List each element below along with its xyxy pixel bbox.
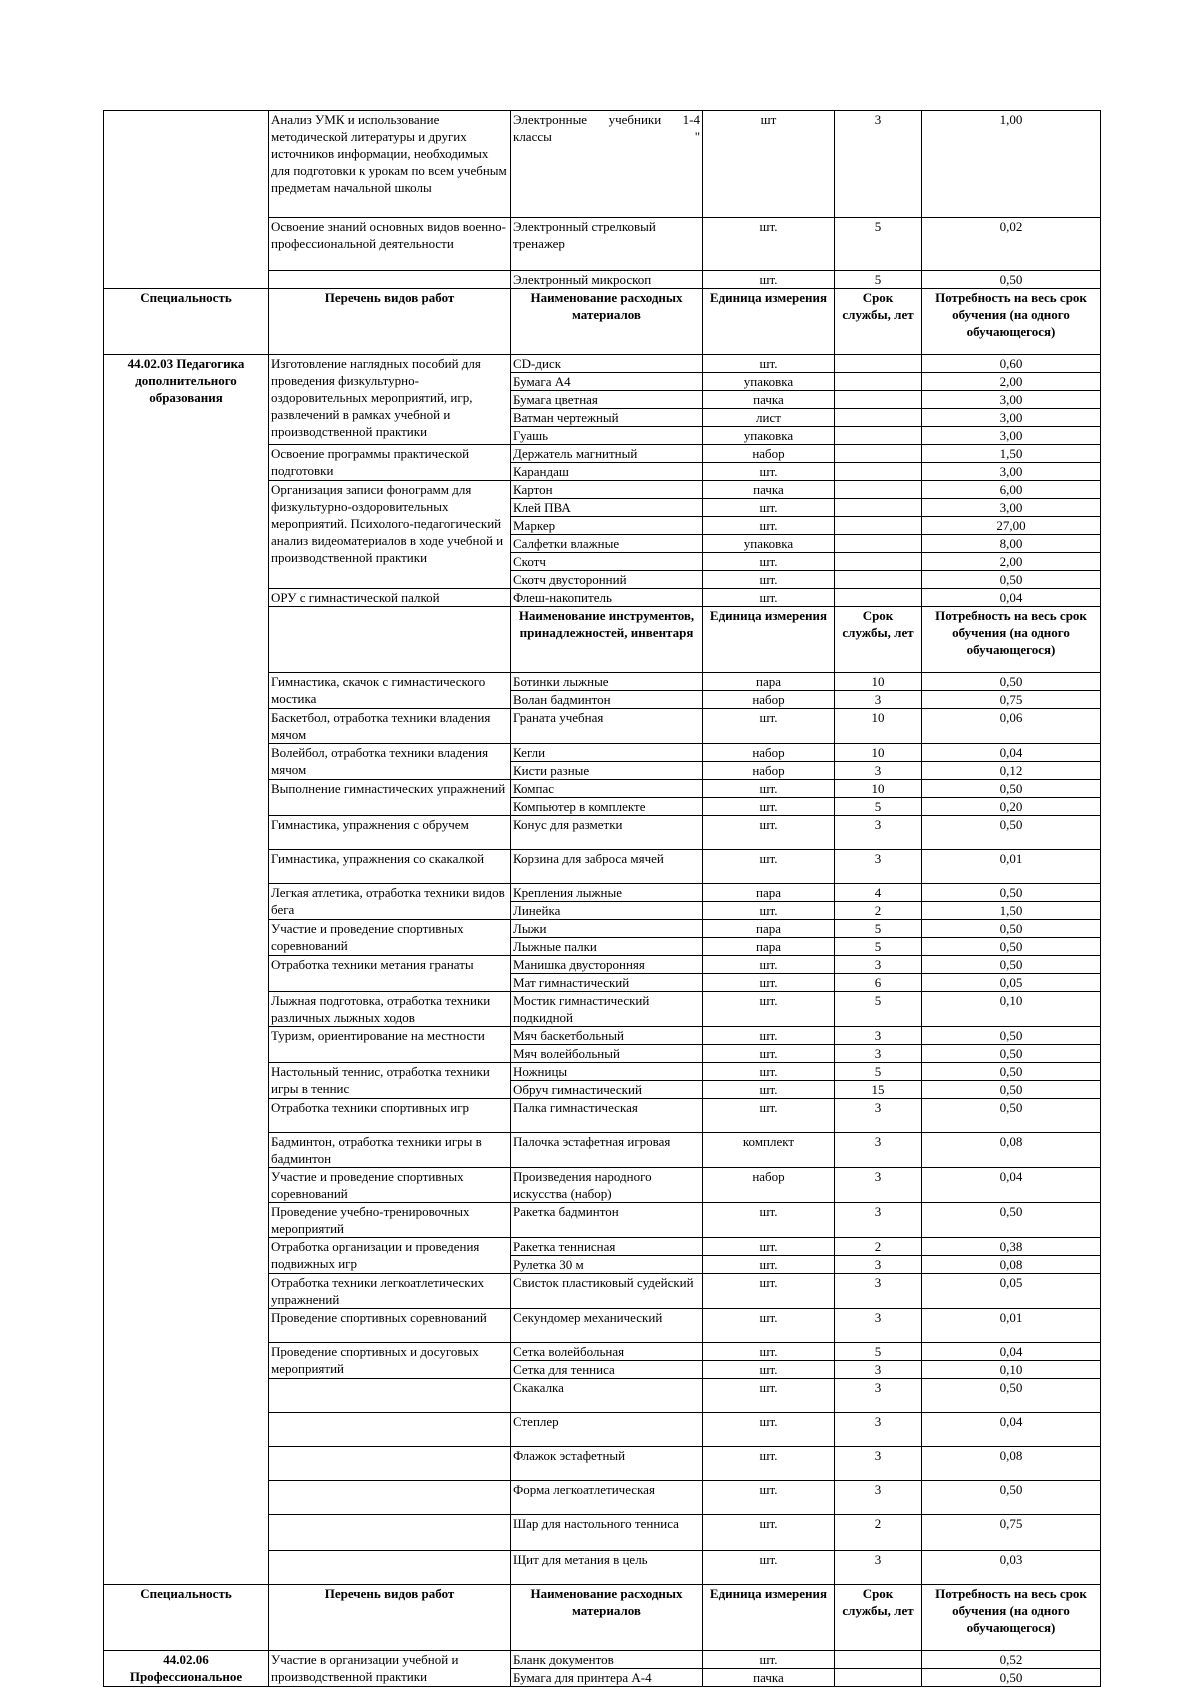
- item-cell: Крепления лыжные: [511, 884, 703, 902]
- life-cell: 6: [835, 974, 922, 992]
- item-cell: Маркер: [511, 517, 703, 535]
- item-cell: Держатель магнитный: [511, 445, 703, 463]
- header-need: Потребность на весь срок обучения (на одного обучающегося): [922, 289, 1101, 355]
- header-works: Перечень видов работ: [269, 289, 511, 355]
- unit-cell: шт.: [703, 218, 835, 271]
- need-cell: 0,08: [922, 1133, 1101, 1168]
- work-cell: Волейбол, отработка техники владения мячом: [269, 744, 511, 780]
- header-need: Потребность на весь срок обучения (на одного обучающегося): [922, 1585, 1101, 1651]
- item-cell: Бумага для принтера А-4: [511, 1669, 703, 1687]
- header-specialty: Специальность: [104, 289, 269, 355]
- life-cell: 10: [835, 709, 922, 744]
- need-cell: 0,03: [922, 1551, 1101, 1585]
- specialty-cell: 44.02.06 Профессиональное: [104, 1651, 269, 1687]
- need-cell: 0,08: [922, 1256, 1101, 1274]
- unit-cell: набор: [703, 1168, 835, 1203]
- life-cell: [835, 409, 922, 427]
- item-cell: Степлер: [511, 1413, 703, 1447]
- need-cell: 2,00: [922, 553, 1101, 571]
- unit-cell: набор: [703, 445, 835, 463]
- need-cell: 0,05: [922, 1274, 1101, 1309]
- work-cell: Отработка организации и проведения подвижных игр: [269, 1238, 511, 1274]
- need-cell: 0,08: [922, 1447, 1101, 1481]
- life-cell: 15: [835, 1081, 922, 1099]
- item-cell: Линейка: [511, 902, 703, 920]
- work-cell: Лыжная подготовка, отработка техники различных лыжных ходов: [269, 992, 511, 1027]
- header-unit: Единица измерения: [703, 289, 835, 355]
- unit-cell: шт.: [703, 1515, 835, 1551]
- item-cell: Ножницы: [511, 1063, 703, 1081]
- life-cell: 3: [835, 1361, 922, 1379]
- work-cell: Отработка техники легкоатлетических упражнений: [269, 1274, 511, 1309]
- need-cell: 0,50: [922, 920, 1101, 938]
- life-cell: 3: [835, 1045, 922, 1063]
- unit-cell: пара: [703, 884, 835, 902]
- need-cell: 0,50: [922, 1027, 1101, 1045]
- unit-cell: набор: [703, 762, 835, 780]
- life-cell: 5: [835, 1343, 922, 1361]
- need-cell: 0,60: [922, 355, 1101, 373]
- unit-cell: шт.: [703, 1027, 835, 1045]
- work-cell: Баскетбол, отработка техники владения мячом: [269, 709, 511, 744]
- unit-cell: упаковка: [703, 373, 835, 391]
- life-cell: 3: [835, 1379, 922, 1413]
- life-cell: 3: [835, 691, 922, 709]
- unit-cell: набор: [703, 691, 835, 709]
- work-cell: Туризм, ориентирование на местности: [269, 1027, 511, 1063]
- unit-cell: комплект: [703, 1133, 835, 1168]
- work-cell: [269, 271, 511, 289]
- unit-cell: шт.: [703, 1063, 835, 1081]
- unit-cell: шт.: [703, 589, 835, 607]
- life-cell: [835, 427, 922, 445]
- life-cell: 3: [835, 762, 922, 780]
- unit-cell: шт.: [703, 1447, 835, 1481]
- life-cell: 3: [835, 1099, 922, 1133]
- need-cell: 0,50: [922, 673, 1101, 691]
- need-cell: 0,12: [922, 762, 1101, 780]
- need-cell: 0,50: [922, 1379, 1101, 1413]
- work-cell: Освоение знаний основных видов военно-профессиональной деятельности: [269, 218, 511, 271]
- table-row: [104, 111, 1101, 218]
- header-materials: Наименование расходных материалов: [511, 289, 703, 355]
- work-cell: ОРУ с гимнастической палкой: [269, 589, 511, 607]
- unit-cell: шт.: [703, 271, 835, 289]
- item-cell: Рулетка 30 м: [511, 1256, 703, 1274]
- unit-cell: шт.: [703, 571, 835, 589]
- work-cell: Настольный теннис, отработка техники игры в теннис: [269, 1063, 511, 1099]
- work-cell: Проведение спортивных соревнований: [269, 1309, 511, 1343]
- item-cell: Палка гимнастическая: [511, 1099, 703, 1133]
- life-cell: 3: [835, 850, 922, 884]
- column-header-row: [104, 1585, 1101, 1651]
- need-cell: 0,50: [922, 1099, 1101, 1133]
- item-cell: Бланк документов: [511, 1651, 703, 1669]
- unit-cell: шт.: [703, 1309, 835, 1343]
- life-cell: 5: [835, 1063, 922, 1081]
- life-cell: [835, 553, 922, 571]
- need-cell: 0,04: [922, 1413, 1101, 1447]
- need-cell: 1,50: [922, 445, 1101, 463]
- header-specialty: Специальность: [104, 1585, 269, 1651]
- work-cell: Проведение учебно-тренировочных мероприятий: [269, 1203, 511, 1238]
- life-cell: [835, 1669, 922, 1687]
- life-cell: [835, 481, 922, 499]
- unit-cell: шт.: [703, 1413, 835, 1447]
- life-cell: [835, 589, 922, 607]
- item-cell: Сетка волейбольная: [511, 1343, 703, 1361]
- work-cell: Организация записи фонограмм для физкультурно-оздоровительных мероприятий. Психолого-педагогический анализ видеоматериалов в ходе учебной и производственной практики: [269, 481, 511, 589]
- need-cell: 8,00: [922, 535, 1101, 553]
- need-cell: 6,00: [922, 481, 1101, 499]
- item-cell: Электронный микроскоп: [511, 271, 703, 289]
- life-cell: [835, 463, 922, 481]
- header-life: Срок службы, лет: [835, 289, 922, 355]
- need-cell: 27,00: [922, 517, 1101, 535]
- header-materials: Наименование расходных материалов: [511, 1585, 703, 1651]
- work-cell: Бадминтон, отработка техники игры в бадминтон: [269, 1133, 511, 1168]
- life-cell: 3: [835, 956, 922, 974]
- work-cell: [269, 1481, 511, 1515]
- unit-cell: набор: [703, 744, 835, 762]
- life-cell: [835, 499, 922, 517]
- item-cell: Бумага А4: [511, 373, 703, 391]
- header-unit: Единица измерения: [703, 1585, 835, 1651]
- material-row: [104, 355, 1101, 373]
- life-cell: 2: [835, 1515, 922, 1551]
- work-cell: [269, 1515, 511, 1551]
- unit-cell: шт.: [703, 816, 835, 850]
- need-cell: 0,04: [922, 1343, 1101, 1361]
- unit-cell: пачка: [703, 391, 835, 409]
- need-cell: 3,00: [922, 499, 1101, 517]
- life-cell: 2: [835, 1238, 922, 1256]
- work-cell: Участие в организации учебной и производственной практики: [269, 1651, 511, 1687]
- item-cell: Произведения народного искусства (набор): [511, 1168, 703, 1203]
- item-cell: Флажок эстафетный: [511, 1447, 703, 1481]
- life-cell: 3: [835, 1309, 922, 1343]
- life-cell: 5: [835, 938, 922, 956]
- life-cell: [835, 355, 922, 373]
- item-cell: CD-диск: [511, 355, 703, 373]
- unit-cell: шт.: [703, 1238, 835, 1256]
- item-cell: Ракетка теннисная: [511, 1238, 703, 1256]
- item-cell: Ватман чертежный: [511, 409, 703, 427]
- unit-cell: шт: [703, 111, 835, 218]
- unit-cell: пара: [703, 920, 835, 938]
- unit-cell: пара: [703, 938, 835, 956]
- life-cell: 2: [835, 902, 922, 920]
- header-life: Срок службы, лет: [835, 1585, 922, 1651]
- need-cell: 3,00: [922, 427, 1101, 445]
- item-cell: Сетка для тенниса: [511, 1361, 703, 1379]
- need-cell: 0,10: [922, 1361, 1101, 1379]
- header-works: Перечень видов работ: [269, 1585, 511, 1651]
- unit-cell: шт.: [703, 553, 835, 571]
- unit-cell: шт.: [703, 974, 835, 992]
- life-cell: 3: [835, 1481, 922, 1515]
- item-cell: Карандаш: [511, 463, 703, 481]
- life-cell: 3: [835, 816, 922, 850]
- work-cell: Выполнение гимнастических упражнений: [269, 780, 511, 816]
- need-cell: 0,50: [922, 938, 1101, 956]
- item-cell: Корзина для заброса мячей: [511, 850, 703, 884]
- life-cell: 3: [835, 111, 922, 218]
- work-cell-empty: [269, 607, 511, 673]
- work-cell: Анализ УМК и использование методической литературы и других источников информации, необходимых для подготовки к урокам по всем учебным предметам начальной школы: [269, 111, 511, 218]
- life-cell: 10: [835, 673, 922, 691]
- need-cell: 0,75: [922, 691, 1101, 709]
- need-cell: 0,50: [922, 1481, 1101, 1515]
- work-cell: [269, 1447, 511, 1481]
- need-cell: 0,10: [922, 992, 1101, 1027]
- item-cell: Скотч: [511, 553, 703, 571]
- need-cell: 0,38: [922, 1238, 1101, 1256]
- unit-cell: шт.: [703, 1045, 835, 1063]
- work-cell: [269, 1413, 511, 1447]
- need-cell: 0,04: [922, 1168, 1101, 1203]
- need-cell: 0,04: [922, 589, 1101, 607]
- life-cell: [835, 1651, 922, 1669]
- need-cell: 0,04: [922, 744, 1101, 762]
- life-cell: 3: [835, 1413, 922, 1447]
- need-cell: 0,50: [922, 1045, 1101, 1063]
- need-cell: 0,50: [922, 1063, 1101, 1081]
- need-cell: 0,50: [922, 1081, 1101, 1099]
- need-cell: 0,02: [922, 218, 1101, 271]
- unit-cell: шт.: [703, 780, 835, 798]
- material-row: [104, 1651, 1101, 1669]
- need-cell: 0,75: [922, 1515, 1101, 1551]
- life-cell: [835, 373, 922, 391]
- item-cell: Компас: [511, 780, 703, 798]
- unit-cell: шт.: [703, 517, 835, 535]
- unit-cell: шт.: [703, 355, 835, 373]
- unit-cell: шт.: [703, 1651, 835, 1669]
- need-cell: 0,05: [922, 974, 1101, 992]
- life-cell: 5: [835, 218, 922, 271]
- unit-cell: шт.: [703, 1081, 835, 1099]
- work-cell: Гимнастика, упражнения с обручем: [269, 816, 511, 850]
- need-cell: 0,01: [922, 850, 1101, 884]
- header-life: Срок службы, лет: [835, 607, 922, 673]
- unit-cell: шт.: [703, 1361, 835, 1379]
- item-cell: Ракетка бадминтон: [511, 1203, 703, 1238]
- item-cell: Электронные учебники 1-4 классы ": [511, 111, 703, 218]
- item-cell: Свисток пластиковый судейский: [511, 1274, 703, 1309]
- need-cell: 2,00: [922, 373, 1101, 391]
- unit-cell: шт.: [703, 956, 835, 974]
- specialty-cell-empty: [104, 111, 269, 289]
- item-cell: Мяч волейбольный: [511, 1045, 703, 1063]
- item-cell: Волан бадминтон: [511, 691, 703, 709]
- item-cell: Мяч баскетбольный: [511, 1027, 703, 1045]
- work-cell: Участие и проведение спортивных соревнований: [269, 1168, 511, 1203]
- unit-cell: пачка: [703, 1669, 835, 1687]
- life-cell: [835, 445, 922, 463]
- unit-cell: шт.: [703, 1481, 835, 1515]
- need-cell: 0,52: [922, 1651, 1101, 1669]
- work-cell: Отработка техники метания гранаты: [269, 956, 511, 992]
- unit-cell: шт.: [703, 1551, 835, 1585]
- work-cell: Отработка техники спортивных игр: [269, 1099, 511, 1133]
- item-cell: Компьютер в комплекте: [511, 798, 703, 816]
- need-cell: 3,00: [922, 409, 1101, 427]
- work-cell: Изготовление наглядных пособий для проведения физкультурно-оздоровительных мероприятий, игр, развлечений в рамках учебной и производственной практики: [269, 355, 511, 445]
- unit-cell: шт.: [703, 1379, 835, 1413]
- life-cell: 3: [835, 1133, 922, 1168]
- item-cell: Электронный стрелковый тренажер: [511, 218, 703, 271]
- need-cell: 0,50: [922, 884, 1101, 902]
- column-header-row: [104, 289, 1101, 355]
- unit-cell: упаковка: [703, 535, 835, 553]
- need-cell: 0,06: [922, 709, 1101, 744]
- life-cell: 10: [835, 744, 922, 762]
- unit-cell: шт.: [703, 1343, 835, 1361]
- header-need: Потребность на весь срок обучения (на одного обучающегося): [922, 607, 1101, 673]
- item-cell: Форма легкоатлетическая: [511, 1481, 703, 1515]
- unit-cell: шт.: [703, 1274, 835, 1309]
- unit-cell: шт.: [703, 709, 835, 744]
- unit-cell: шт.: [703, 798, 835, 816]
- need-cell: 0,50: [922, 1669, 1101, 1687]
- work-cell: Участие и проведение спортивных соревнований: [269, 920, 511, 956]
- item-cell: Салфетки влажные: [511, 535, 703, 553]
- life-cell: 3: [835, 1447, 922, 1481]
- need-cell: 3,00: [922, 391, 1101, 409]
- life-cell: 5: [835, 271, 922, 289]
- specialty-cell: 44.02.03 Педагогика дополнительного образования: [104, 355, 269, 1585]
- item-cell: Бумага цветная: [511, 391, 703, 409]
- item-cell: Гуашь: [511, 427, 703, 445]
- item-cell: Картон: [511, 481, 703, 499]
- item-cell: Щит для метания в цель: [511, 1551, 703, 1585]
- unit-cell: пачка: [703, 481, 835, 499]
- need-cell: 0,50: [922, 571, 1101, 589]
- need-cell: 3,00: [922, 463, 1101, 481]
- item-cell: Флеш-накопитель: [511, 589, 703, 607]
- need-cell: 0,20: [922, 798, 1101, 816]
- supplies-table: [103, 110, 1101, 1687]
- life-cell: 4: [835, 884, 922, 902]
- item-cell: Ботинки лыжные: [511, 673, 703, 691]
- work-cell: Гимнастика, упражнения со скакалкой: [269, 850, 511, 884]
- work-cell: [269, 1551, 511, 1585]
- life-cell: [835, 571, 922, 589]
- need-cell: 0,50: [922, 816, 1101, 850]
- item-cell: Лыжные палки: [511, 938, 703, 956]
- item-cell: Клей ПВА: [511, 499, 703, 517]
- unit-cell: шт.: [703, 499, 835, 517]
- item-cell: Конус для разметки: [511, 816, 703, 850]
- life-cell: 5: [835, 798, 922, 816]
- unit-cell: шт.: [703, 463, 835, 481]
- item-cell: Палочка эстафетная игровая: [511, 1133, 703, 1168]
- header-unit: Единица измерения: [703, 607, 835, 673]
- item-cell: Манишка двусторонняя: [511, 956, 703, 974]
- item-cell: Обруч гимнастический: [511, 1081, 703, 1099]
- unit-cell: шт.: [703, 1256, 835, 1274]
- unit-cell: шт.: [703, 1203, 835, 1238]
- life-cell: 5: [835, 992, 922, 1027]
- work-cell: Легкая атлетика, отработка техники видов бега: [269, 884, 511, 920]
- unit-cell: шт.: [703, 992, 835, 1027]
- need-cell: 0,50: [922, 1203, 1101, 1238]
- unit-cell: шт.: [703, 850, 835, 884]
- item-cell: Кегли: [511, 744, 703, 762]
- life-cell: 5: [835, 920, 922, 938]
- life-cell: 3: [835, 1203, 922, 1238]
- life-cell: 10: [835, 780, 922, 798]
- item-cell: Мостик гимнастический подкидной: [511, 992, 703, 1027]
- need-cell: 0,01: [922, 1309, 1101, 1343]
- work-cell: Освоение программы практической подготовки: [269, 445, 511, 481]
- item-cell: Шар для настольного тенниса: [511, 1515, 703, 1551]
- item-cell: Секундомер механический: [511, 1309, 703, 1343]
- item-cell: Кисти разные: [511, 762, 703, 780]
- need-cell: 1,00: [922, 111, 1101, 218]
- unit-cell: шт.: [703, 902, 835, 920]
- work-cell: Проведение спортивных и досуговых мероприятий: [269, 1343, 511, 1379]
- item-cell: Граната учебная: [511, 709, 703, 744]
- need-cell: 0,50: [922, 780, 1101, 798]
- need-cell: 1,50: [922, 902, 1101, 920]
- work-cell: [269, 1379, 511, 1413]
- life-cell: [835, 517, 922, 535]
- life-cell: 3: [835, 1256, 922, 1274]
- unit-cell: пара: [703, 673, 835, 691]
- life-cell: 3: [835, 1274, 922, 1309]
- unit-cell: лист: [703, 409, 835, 427]
- life-cell: [835, 391, 922, 409]
- need-cell: 0,50: [922, 271, 1101, 289]
- header-tools: Наименование инструментов, принадлежностей, инвентаря: [511, 607, 703, 673]
- life-cell: 3: [835, 1168, 922, 1203]
- life-cell: 3: [835, 1027, 922, 1045]
- unit-cell: шт.: [703, 1099, 835, 1133]
- work-cell: Гимнастика, скачок с гимнастического мостика: [269, 673, 511, 709]
- need-cell: 0,50: [922, 956, 1101, 974]
- item-cell: Скакалка: [511, 1379, 703, 1413]
- item-cell: Лыжи: [511, 920, 703, 938]
- item-cell: Мат гимнастический: [511, 974, 703, 992]
- unit-cell: упаковка: [703, 427, 835, 445]
- life-cell: 3: [835, 1551, 922, 1585]
- item-cell: Скотч двусторонний: [511, 571, 703, 589]
- life-cell: [835, 535, 922, 553]
